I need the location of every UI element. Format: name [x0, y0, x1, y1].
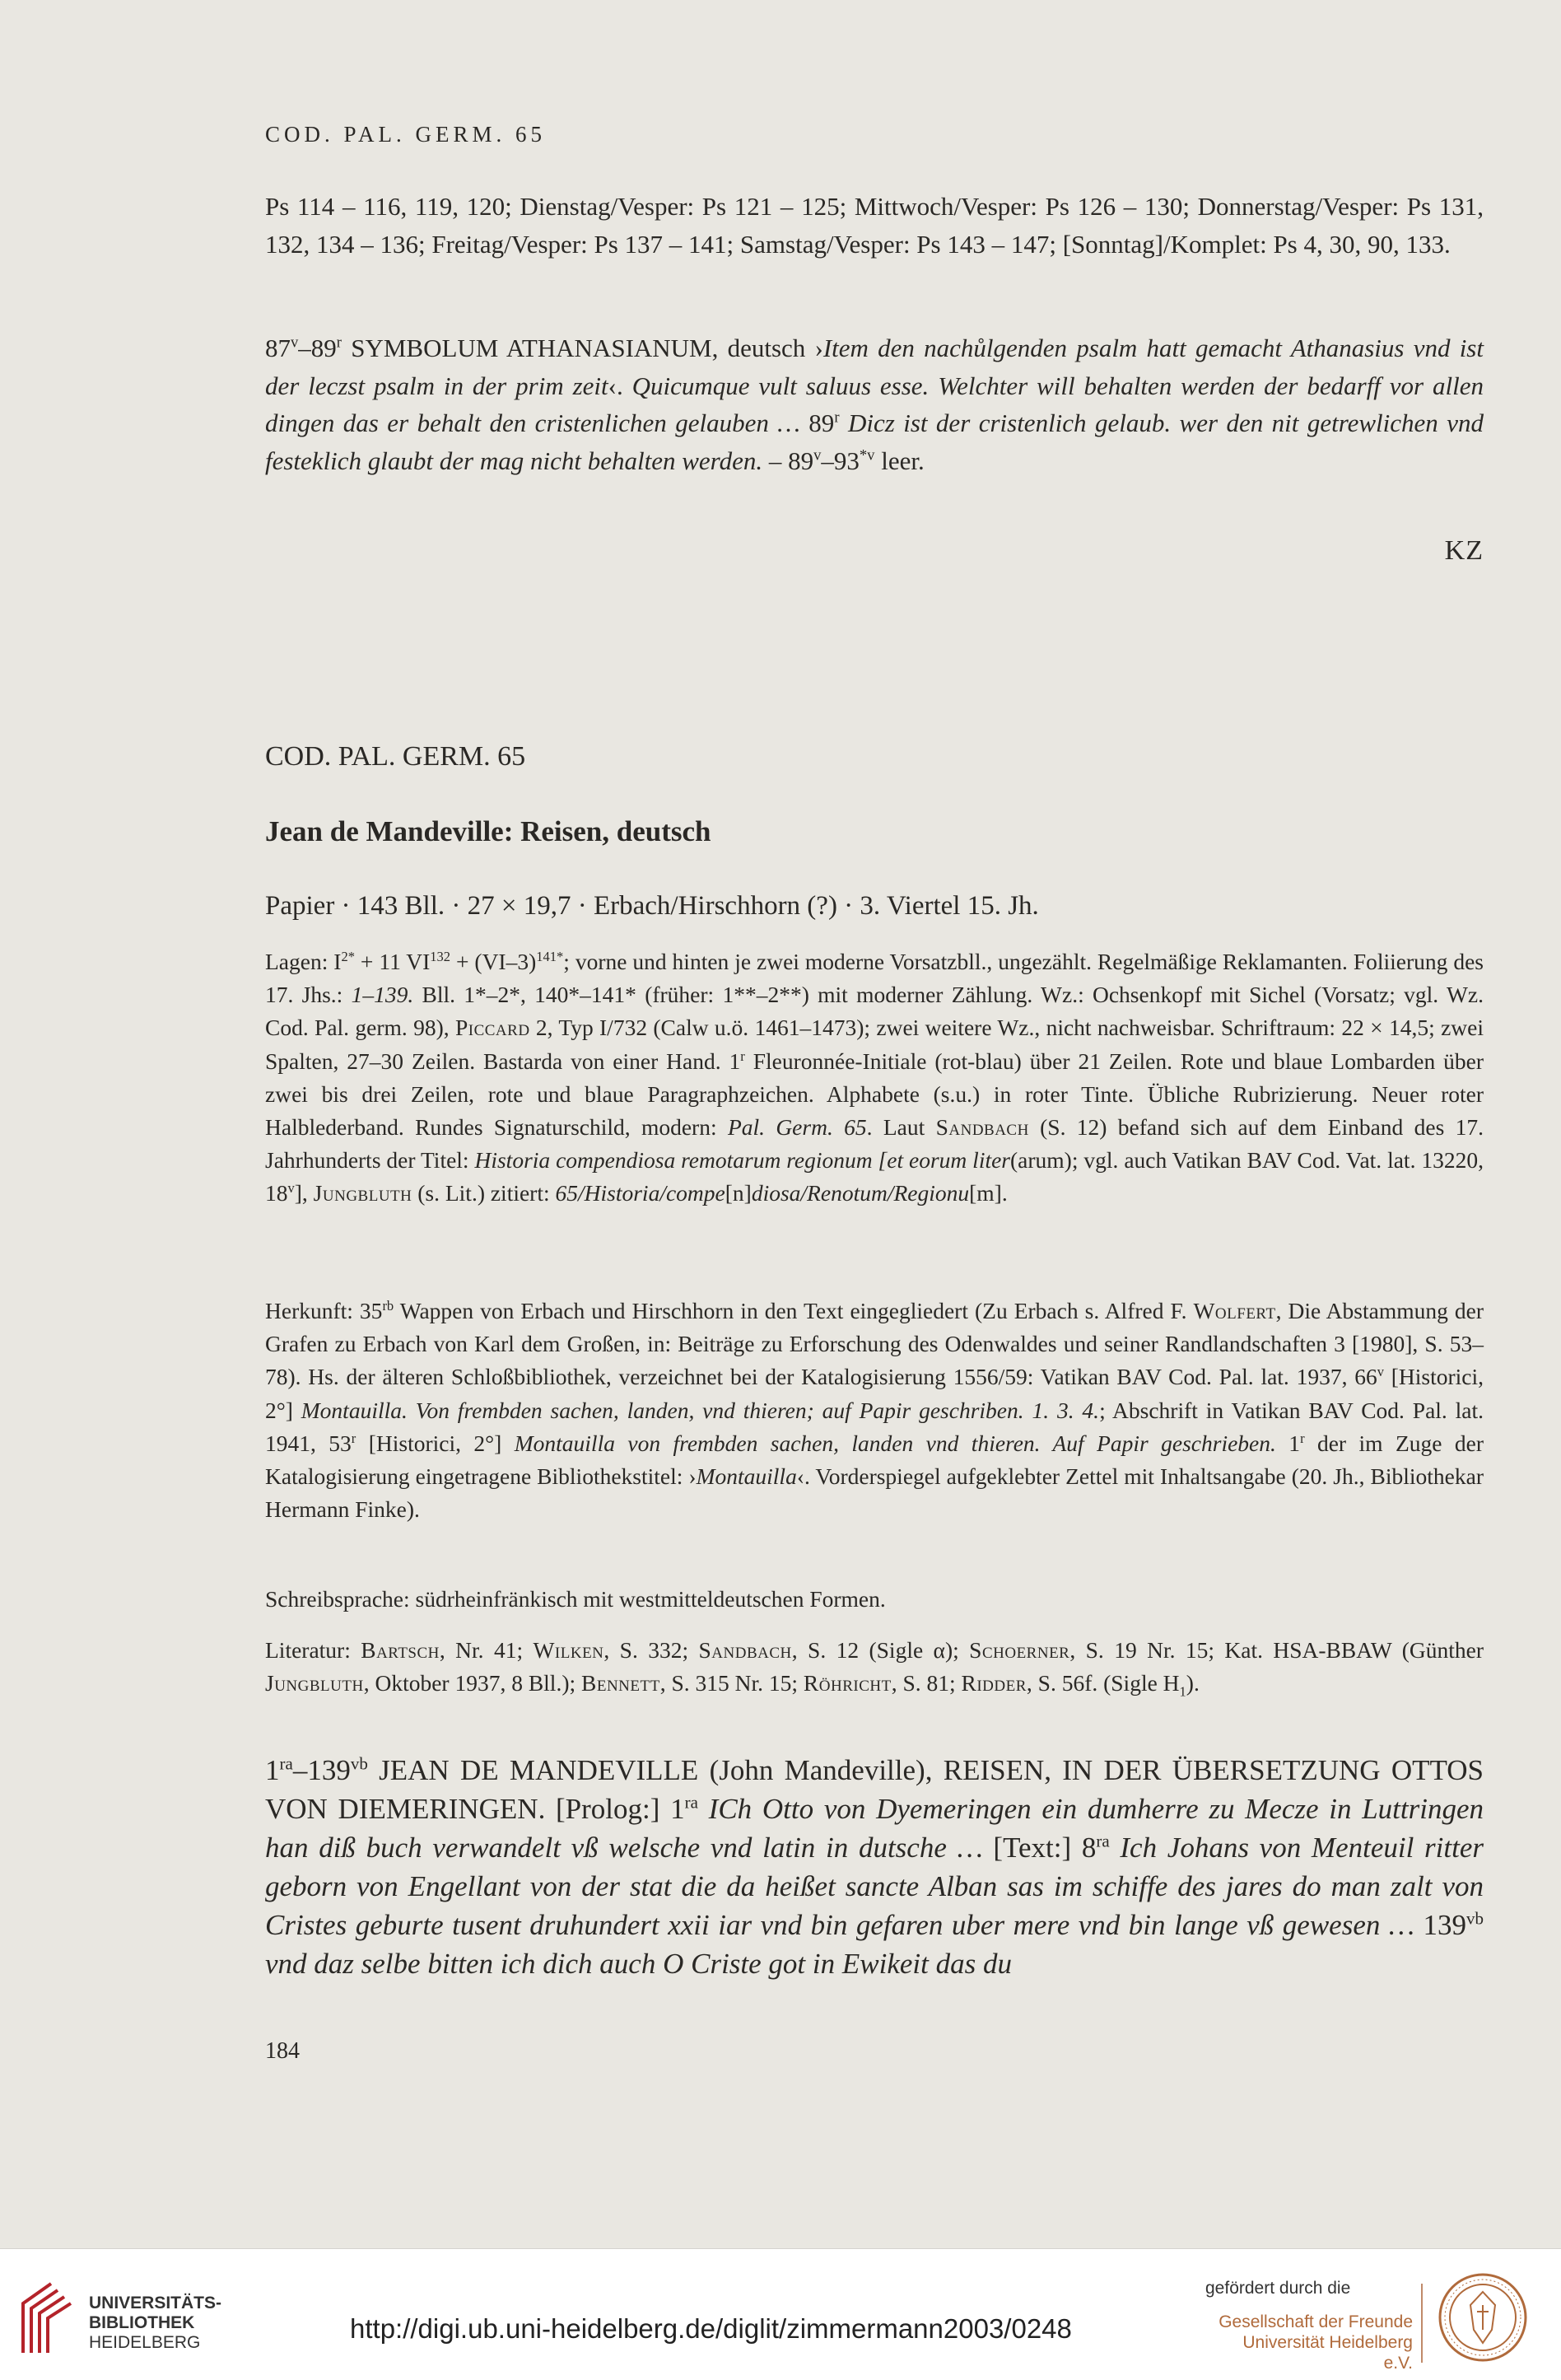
sponsor-label: gefördert durch die — [1205, 2279, 1351, 2298]
literatur-section — [265, 1634, 1484, 1700]
work-title: Jean de Mandeville: Reisen, deutsch — [265, 815, 711, 847]
permalink-url[interactable]: http://digi.ub.uni-heidelberg.de/diglit/zimmermann2003/0248 — [350, 2313, 1072, 2344]
literatur-paragraph: Literatur: Bartsch, Nr. 41; Wilken, S. 332; Sandbach, S. 12 (Sigle α); Schoerner, S. 19 Nr. 15; Kat. HSA-BBAW (Günther Jungbluth, Oktober 1937, 8 Bll.); Bennett, S. 315 Nr. 15; Röhricht, S. 81; Ridder, S. 56f. (Sigle $H_1$). — [265, 1637, 1484, 1700]
running-head: COD. PAL. GERM. 65 — [265, 122, 547, 147]
previous-entry-symbolum — [265, 329, 1484, 479]
content-paragraph: $1^{ra}-139^{vb}$ JEAN DE MANDEVILLE (John Mandeville), REISEN, IN DER ÜBERSETZUNG OTTOS VON DIEMERINGEN. [Prolog:] $1^{ra}$ ICh Otto von Dyemeringen ein dumherre zu Mecze in Luttringen han diß buch verwandelt vß welsche vnd latin in dutsche … [Text:] $8^{ra}$ Ich Johans von Menteuil ritter geborn von Engellant von der stat die da heißet sancte Alban sas im schiffe des jares do man zalt von Cristes geburte tusent druhundert xxii iar vnd bin gefaren uber mere vnd bin lange vß gewesen … $139^{vb}$ vnd daz selbe bitten ich dich auch O Criste got in Ewikeit das du — [265, 1753, 1484, 1980]
codex-title: COD. PAL. GERM. 65 — [265, 741, 526, 772]
herkunft-section — [265, 1295, 1484, 1526]
symbolum-paragraph: 87$^v$–89$^r$ SYMBOLUM ATHANASIANUM, deutsch ›Item den nachůlgenden psalm hatt gemacht Athanasius vnd ist der leczst psalm in der prim zeit‹. Quicumque vult saluus esse. Welchter will behalten werden der bedarff vor allen dingen das er behalt den cristenlichen gelauben … 89$^r$ Dicz ist der cristenlich gelaub. wer den nit getrewlichen vnd festeklich glaubt der mag nicht behalten werden. – 89$^v$–93$^{*v}$ leer. — [265, 334, 1484, 475]
content-section — [265, 1751, 1484, 1983]
university-library-name: UNIVERSITÄTS- BIBLIOTHEK HEIDELBERG — [89, 2294, 222, 2352]
footer-divider — [1421, 2284, 1423, 2363]
digitization-footer — [0, 2248, 1561, 2380]
previous-entry-psalms — [265, 188, 1484, 263]
lagen-section — [265, 945, 1484, 1211]
page-number: 184 — [265, 2038, 300, 2064]
sponsor-name: Gesellschaft der Freunde Universität Heidelberg e.V. — [1219, 2312, 1413, 2373]
university-library-logo-icon — [18, 2279, 77, 2358]
schreibsprache-section — [265, 1583, 1484, 1616]
lagen-paragraph: Lagen: $I^{2*} + 11$ $VI^{132} + (VI-3)^{141*}$; vorne und hinten je zwei moderne Vorsatzbll., ungezählt. Regelmäßige Reklamanten. Foliierung des 17. Jhs.: 1–139. Bll. 1*–2*, 140*–141* (früher: 1**–2**) mit moderner Zählung. Wz.: Ochsenkopf mit Sichel (Vorsatz; vgl. Wz. Cod. Pal. germ. 98), Piccard 2, Typ I/732 (Calw u.ö. 1461–1473); zwei weitere Wz., nicht nachweisbar. Schriftraum: 22 × 14,5; zwei Spalten, 27–30 Zeilen. Bastarda von einer Hand. 1$^r$ Fleuronnée-Initiale (rot-blau) über 21 Zeilen. Rote und blaue Lombarden über zwei bis drei Zeilen, rote und blaue Paragraphzeichen. Alphabete (s.u.) in roter Tinte. Übliche Rubrizierung. Neuer roter Halblederband. Rundes Signaturschild, modern: Pal. Germ. 65. Laut Sandbach (S. 12) befand sich auf dem Einband des 17. Jahrhunderts der Titel: Historia compendiosa remotarum regionum [et eorum liter(arum); vgl. auch Vatikan BAV Cod. Vat. lat. 13220, 18$^v$], Jungbluth (s. Lit.) zitiert: 65/Historia/compe[n]diosa/Renotum/Regionu[m]. — [265, 948, 1484, 1206]
herkunft-paragraph: Herkunft: $35^{rb}$ Wappen von Erbach und Hirschhorn in den Text eingegliedert (Zu Erbach s. Alfred F. Wolfert, Die Abstammung der Grafen zu Erbach von Karl dem Großen, in: Beiträge zu Erforschung des Odenwaldes und seiner Randlandschaften 3 [1980], S. 53–78). Hs. der älteren Schloßbibliothek, verzeichnet bei der Katalogisierung 1556/59: Vatikan BAV Cod. Pal. lat. 1937, 66$^v$ [Historici, 2°] Montauilla. Von frembden sachen, landen, vnd thieren; auf Papir geschriben. 1. 3. 4.; Abschrift in Vatikan BAV Cod. Pal. lat. 1941, 53$^r$ [Historici, 2°] Montauilla von frembden sachen, landen vnd thieren. Auf Papir geschrieben. 1$^r$ der im Zuge der Katalogisierung eingetragene Bibliothekstitel: ›Montauilla‹. Vorderspiegel aufgeklebter Zettel mit Inhaltsangabe (20. Jh., Bibliothekar Hermann Finke). — [265, 1297, 1484, 1523]
schreibsprache-line: Schreibsprache: südrheinfränkisch mit westmitteldeutschen Formen. — [265, 1586, 886, 1612]
psalm-paragraph: Ps 114 – 116, 119, 120; Dienstag/Vesper: Ps 121 – 125; Mittwoch/Vesper: Ps 126 – 130; Donnerstag/Vesper: Ps 131, 132, 134 – 136; Freitag/Vesper: Ps 137 – 141; Samstag/Vesper: Ps 143 – 147; [Sonntag]/Komplet: Ps 4, 30, 90, 133. — [265, 192, 1484, 259]
author-initials: KZ — [1444, 535, 1484, 566]
physical-description: Papier · 143 Bll. · 27 × 19,7 · Erbach/Hirschhorn (?) · 3. Viertel 15. Jh. — [265, 891, 1039, 921]
university-seal-icon — [1438, 2272, 1528, 2363]
